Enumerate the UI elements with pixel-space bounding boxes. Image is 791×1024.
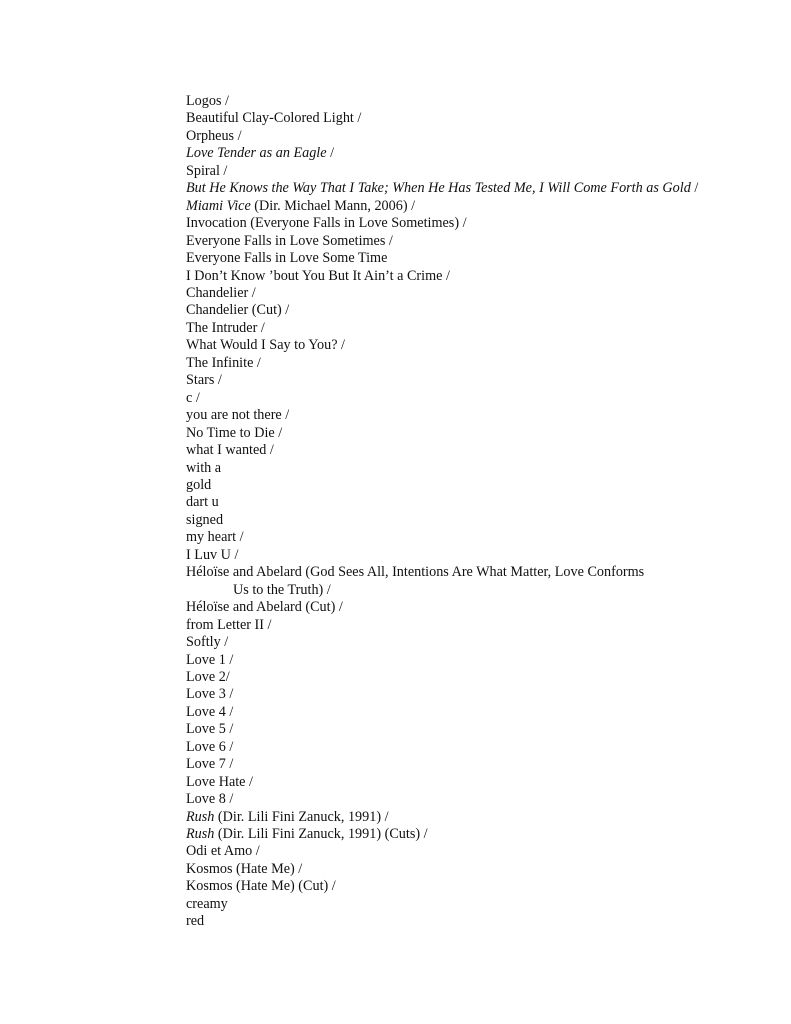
line-text: dart u — [186, 494, 219, 511]
line-text: Kosmos (Hate Me) / — [186, 860, 303, 877]
list-item — [186, 599, 776, 616]
list-item — [186, 198, 776, 215]
line-text: Softly / — [186, 634, 229, 651]
line-text: Héloïse and Abelard (God Sees All, Intentions Are What Matter, Love Conforms — [186, 564, 645, 581]
list-item — [186, 704, 776, 721]
list-item — [186, 110, 776, 127]
line-text: signed — [186, 511, 224, 528]
line-text: (Dir. Lili Fini Zanuck, 1991) / — [214, 808, 389, 825]
line-text: Chandelier / — [186, 284, 256, 301]
list-item — [186, 494, 776, 511]
line-text: Love 6 / — [186, 738, 234, 755]
list-item — [186, 791, 776, 808]
list-item — [186, 843, 776, 860]
line-text: Odi et Amo / — [186, 843, 260, 860]
line-text: Héloïse and Abelard (Cut) / — [186, 599, 343, 616]
list-item — [186, 460, 776, 477]
italic-title-text: Miami Vice — [186, 197, 251, 214]
list-item — [186, 93, 776, 110]
list-item — [186, 180, 776, 197]
list-item — [186, 809, 776, 826]
line-text: Love 2/ — [186, 668, 230, 685]
line-text: I Luv U / — [186, 546, 239, 563]
line-text: / — [326, 145, 335, 162]
list-item — [186, 564, 776, 581]
list-item — [186, 233, 776, 250]
list-item — [186, 512, 776, 529]
list-item — [186, 477, 776, 494]
line-text: (Dir. Michael Mann, 2006) / — [250, 197, 416, 214]
list-item — [186, 739, 776, 756]
line-text: Logos / — [186, 93, 229, 109]
list-item — [186, 774, 776, 791]
line-text: Love 1 / — [186, 651, 234, 668]
list-item — [186, 250, 776, 267]
list-item — [186, 826, 776, 843]
list-item — [186, 145, 776, 162]
line-text: Us to the Truth) / — [233, 581, 331, 598]
line-text: (Dir. Lili Fini Zanuck, 1991) (Cuts) / — [214, 826, 428, 843]
list-item — [186, 913, 776, 930]
list-item — [186, 372, 776, 389]
italic-title-text: Rush — [186, 808, 215, 825]
list-item — [186, 529, 776, 546]
list-item — [186, 215, 776, 232]
italic-title-text: But He Knows the Way That I Take; When He Has Tested Me, I Will Come Forth as Gold — [186, 180, 691, 197]
line-text: No Time to Die / — [186, 424, 283, 441]
line-text: What Would I Say to You? / — [186, 337, 345, 354]
list-item — [186, 163, 776, 180]
list-item-continuation — [186, 582, 776, 599]
list-item — [186, 390, 776, 407]
list-item — [186, 861, 776, 878]
line-text: creamy — [186, 895, 228, 912]
line-text: Everyone Falls in Love Sometimes / — [186, 232, 393, 249]
line-text: The Infinite / — [186, 354, 261, 371]
list-item — [186, 442, 776, 459]
line-text: Chandelier (Cut) / — [186, 302, 290, 319]
line-text: what I wanted / — [186, 442, 274, 459]
list-item — [186, 320, 776, 337]
list-item — [186, 337, 776, 354]
line-text: red — [186, 913, 205, 930]
line-text: c / — [186, 389, 200, 406]
line-text: Stars / — [186, 372, 222, 389]
line-text: Love 4 / — [186, 703, 234, 720]
line-text: from Letter II / — [186, 616, 272, 633]
list-item — [186, 686, 776, 703]
line-text: you are not there / — [186, 407, 290, 424]
italic-title-text: Love Tender as an Eagle — [186, 145, 327, 162]
list-item — [186, 878, 776, 895]
list-item — [186, 652, 776, 669]
line-text: Love 5 / — [186, 721, 234, 738]
italic-title-text: Rush — [186, 826, 215, 843]
line-text: I Don’t Know ’bout You But It Ain’t a Crime / — [186, 267, 450, 284]
list-item — [186, 634, 776, 651]
list-item — [186, 302, 776, 319]
list-item — [186, 425, 776, 442]
list-item — [186, 407, 776, 424]
list-item — [186, 355, 776, 372]
list-item — [186, 268, 776, 285]
list-item — [186, 721, 776, 738]
line-text: Everyone Falls in Love Some Time — [186, 250, 388, 267]
list-item — [186, 669, 776, 686]
line-text: Invocation (Everyone Falls in Love Sometimes) / — [186, 215, 467, 232]
line-text: Love Hate / — [186, 773, 253, 790]
line-text: The Intruder / — [186, 319, 265, 336]
list-item — [186, 756, 776, 773]
list-item — [186, 896, 776, 913]
line-text: Spiral / — [186, 162, 228, 179]
line-text: with a — [186, 459, 222, 476]
line-text: gold — [186, 476, 212, 493]
line-text: my heart / — [186, 529, 244, 546]
list-item — [186, 617, 776, 634]
line-text: / — [690, 180, 699, 197]
line-text: Love 7 / — [186, 756, 234, 773]
line-text: Love 3 / — [186, 686, 234, 703]
line-text: Orpheus / — [186, 127, 242, 144]
line-text: Beautiful Clay-Colored Light / — [186, 110, 362, 127]
list-item — [186, 547, 776, 564]
contents-list — [186, 93, 776, 931]
line-text: Kosmos (Hate Me) (Cut) / — [186, 878, 336, 895]
list-item — [186, 128, 776, 145]
line-text: Love 8 / — [186, 791, 234, 808]
list-item — [186, 285, 776, 302]
